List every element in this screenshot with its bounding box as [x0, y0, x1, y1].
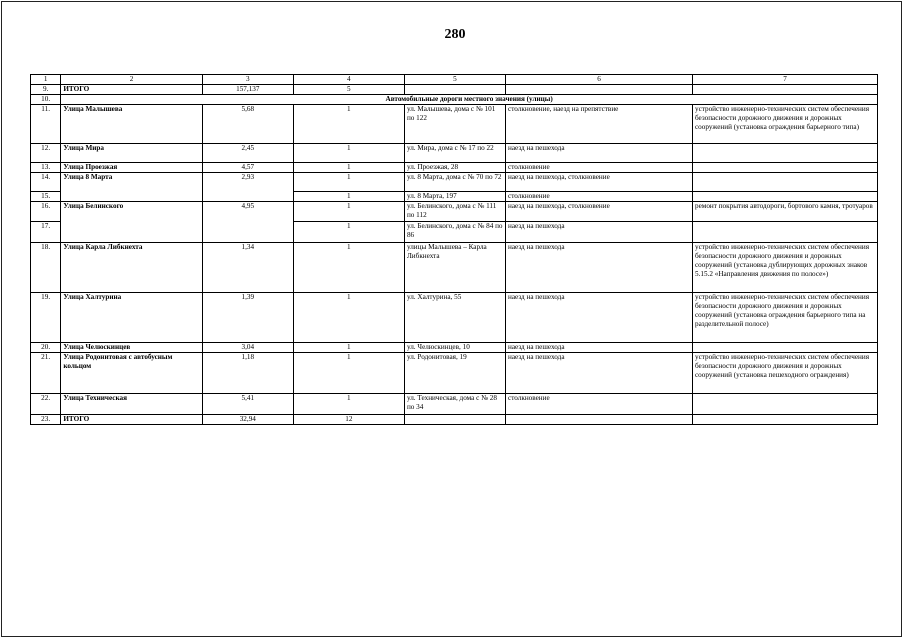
- address-cell: ул. Белинского, дома с № 111 по 112: [404, 202, 505, 222]
- length-value: 32,94: [202, 415, 293, 425]
- length-value: 1,34: [202, 243, 293, 293]
- count-value: 1: [293, 353, 404, 394]
- count-value: 1: [293, 144, 404, 163]
- address-cell: ул. Малышева, дома с № 101 по 122: [404, 105, 505, 144]
- length-value: 1,18: [202, 353, 293, 394]
- row-number: 11.: [31, 105, 61, 144]
- measures-cell: устройство инженерно-технических систем обеспечения безопасности дорожного движения и дорожных сооружений (установка дублирующих дорожных знаков 5.15.2 «Направления движения по полосе»): [692, 243, 877, 293]
- street-name: ИТОГО: [61, 85, 203, 95]
- length-value: 5,68: [202, 105, 293, 144]
- section-row: [31, 95, 878, 105]
- page-number: 280: [444, 27, 466, 42]
- count-value: 5: [293, 85, 404, 95]
- measures-cell: устройство инженерно-технических систем обеспечения безопасности дорожного движения и дорожных сооружений (установка ограждения барьерного типа на разделительной полосе): [692, 293, 877, 343]
- length-value: 4,95: [202, 202, 293, 243]
- measures-cell: [692, 222, 877, 243]
- measures-cell: устройство инженерно-технических систем обеспечения безопасности дорожного движения и дорожных сооружений (установка пешеходного ограждения): [692, 353, 877, 394]
- row-number: 17.: [31, 222, 61, 243]
- measures-cell: [692, 394, 877, 415]
- address-cell: ул. Челюскинцев, 10: [404, 343, 505, 353]
- address-cell: [404, 85, 505, 95]
- measures-cell: ремонт покрытия автодороги, бортового камня, тротуаров: [692, 202, 877, 222]
- header-cell: 3: [202, 75, 293, 85]
- header-row: [31, 75, 878, 85]
- accident-type-cell: наезд на пешехода, столкновение: [506, 202, 693, 222]
- address-cell: ул. Мира, дома с № 17 по 22: [404, 144, 505, 163]
- street-name: Улица Челюскинцев: [61, 343, 203, 353]
- count-value: 1: [293, 394, 404, 415]
- accident-type-cell: наезд на пешехода: [506, 243, 693, 293]
- section-title: Автомобильные дороги местного значения (улицы): [61, 95, 878, 105]
- row-number: 20.: [31, 343, 61, 353]
- count-value: 1: [293, 173, 404, 192]
- table-row: [31, 144, 878, 163]
- count-value: 1: [293, 222, 404, 243]
- length-value: 157,137: [202, 85, 293, 95]
- table-row: [31, 202, 878, 222]
- accident-type-cell: наезд на пешехода: [506, 222, 693, 243]
- row-number: 15.: [31, 192, 61, 202]
- length-value: 1,39: [202, 293, 293, 343]
- count-value: 1: [293, 343, 404, 353]
- row-number: 22.: [31, 394, 61, 415]
- street-name: ИТОГО: [61, 415, 203, 425]
- street-name: Улица Малышева: [61, 105, 203, 144]
- accident-type-cell: наезд на пешехода: [506, 353, 693, 394]
- table-row: [31, 243, 878, 293]
- address-cell: ул. Родонитовая, 19: [404, 353, 505, 394]
- row-number: 16.: [31, 202, 61, 222]
- row-number: 23.: [31, 415, 61, 425]
- accident-type-cell: наезд на пешехода: [506, 293, 693, 343]
- accident-type-cell: наезд на пешехода: [506, 343, 693, 353]
- measures-cell: устройство инженерно-технических систем обеспечения безопасности дорожного движения и дорожных сооружений (установка ограждения барьерного типа): [692, 105, 877, 144]
- table-row: [31, 85, 878, 95]
- header-cell: 5: [404, 75, 505, 85]
- address-cell: [404, 415, 505, 425]
- address-cell: ул. Халтурина, 55: [404, 293, 505, 343]
- measures-cell: [692, 343, 877, 353]
- measures-cell: [692, 415, 877, 425]
- table-row: [31, 415, 878, 425]
- street-name: Улица Техническая: [61, 394, 203, 415]
- table-row: [31, 353, 878, 394]
- header-cell: 6: [506, 75, 693, 85]
- street-name: Улица Белинского: [61, 202, 203, 243]
- count-value: 1: [293, 163, 404, 173]
- header-cell: 7: [692, 75, 877, 85]
- accident-type-cell: [506, 415, 693, 425]
- row-number: 21.: [31, 353, 61, 394]
- count-value: 1: [293, 105, 404, 144]
- length-value: 2,93: [202, 173, 293, 202]
- length-value: 4,57: [202, 163, 293, 173]
- street-name: Улица 8 Марта: [61, 173, 203, 202]
- count-value: 1: [293, 192, 404, 202]
- table-row: [31, 105, 878, 144]
- accident-type-cell: столкновение, наезд на препятствие: [506, 105, 693, 144]
- length-value: 2,45: [202, 144, 293, 163]
- accident-type-cell: столкновение: [506, 163, 693, 173]
- address-cell: ул. 8 Марта, дома с № 70 по 72: [404, 173, 505, 192]
- accident-type-cell: столкновение: [506, 192, 693, 202]
- accident-table: [30, 74, 878, 425]
- header-cell: 1: [31, 75, 61, 85]
- street-name: Улица Родонитовая с автобусным кольцом: [61, 353, 203, 394]
- row-number: 12.: [31, 144, 61, 163]
- street-name: Улица Халтурина: [61, 293, 203, 343]
- table-row: [31, 343, 878, 353]
- measures-cell: [692, 173, 877, 192]
- table-row: [31, 394, 878, 415]
- measures-cell: [692, 85, 877, 95]
- header-cell: 2: [61, 75, 203, 85]
- accident-type-cell: столкновение: [506, 394, 693, 415]
- accident-type-cell: [506, 85, 693, 95]
- length-value: 5,41: [202, 394, 293, 415]
- street-name: Улица Мира: [61, 144, 203, 163]
- table-row: [31, 163, 878, 173]
- row-number: 18.: [31, 243, 61, 293]
- measures-cell: [692, 163, 877, 173]
- count-value: 1: [293, 202, 404, 222]
- length-value: 3,04: [202, 343, 293, 353]
- row-number: 9.: [31, 85, 61, 95]
- address-cell: улицы Малышева – Карла Либкнехта: [404, 243, 505, 293]
- measures-cell: [692, 192, 877, 202]
- row-number: 19.: [31, 293, 61, 343]
- row-number: 14.: [31, 173, 61, 192]
- count-value: 12: [293, 415, 404, 425]
- accident-type-cell: наезд на пешехода: [506, 144, 693, 163]
- address-cell: ул. Техническая, дома с № 28 по 34: [404, 394, 505, 415]
- address-cell: ул. Белинского, дома с № 84 по 86: [404, 222, 505, 243]
- table-row: [31, 293, 878, 343]
- street-name: Улица Карла Либкнехта: [61, 243, 203, 293]
- street-name: Улица Проезжая: [61, 163, 203, 173]
- accident-type-cell: наезд на пешехода, столкновение: [506, 173, 693, 192]
- row-number: 10.: [31, 95, 61, 105]
- count-value: 1: [293, 243, 404, 293]
- header-cell: 4: [293, 75, 404, 85]
- table-row: [31, 173, 878, 192]
- row-number: 13.: [31, 163, 61, 173]
- address-cell: ул. Проезжая, 28: [404, 163, 505, 173]
- address-cell: ул. 8 Марта, 197: [404, 192, 505, 202]
- measures-cell: [692, 144, 877, 163]
- count-value: 1: [293, 293, 404, 343]
